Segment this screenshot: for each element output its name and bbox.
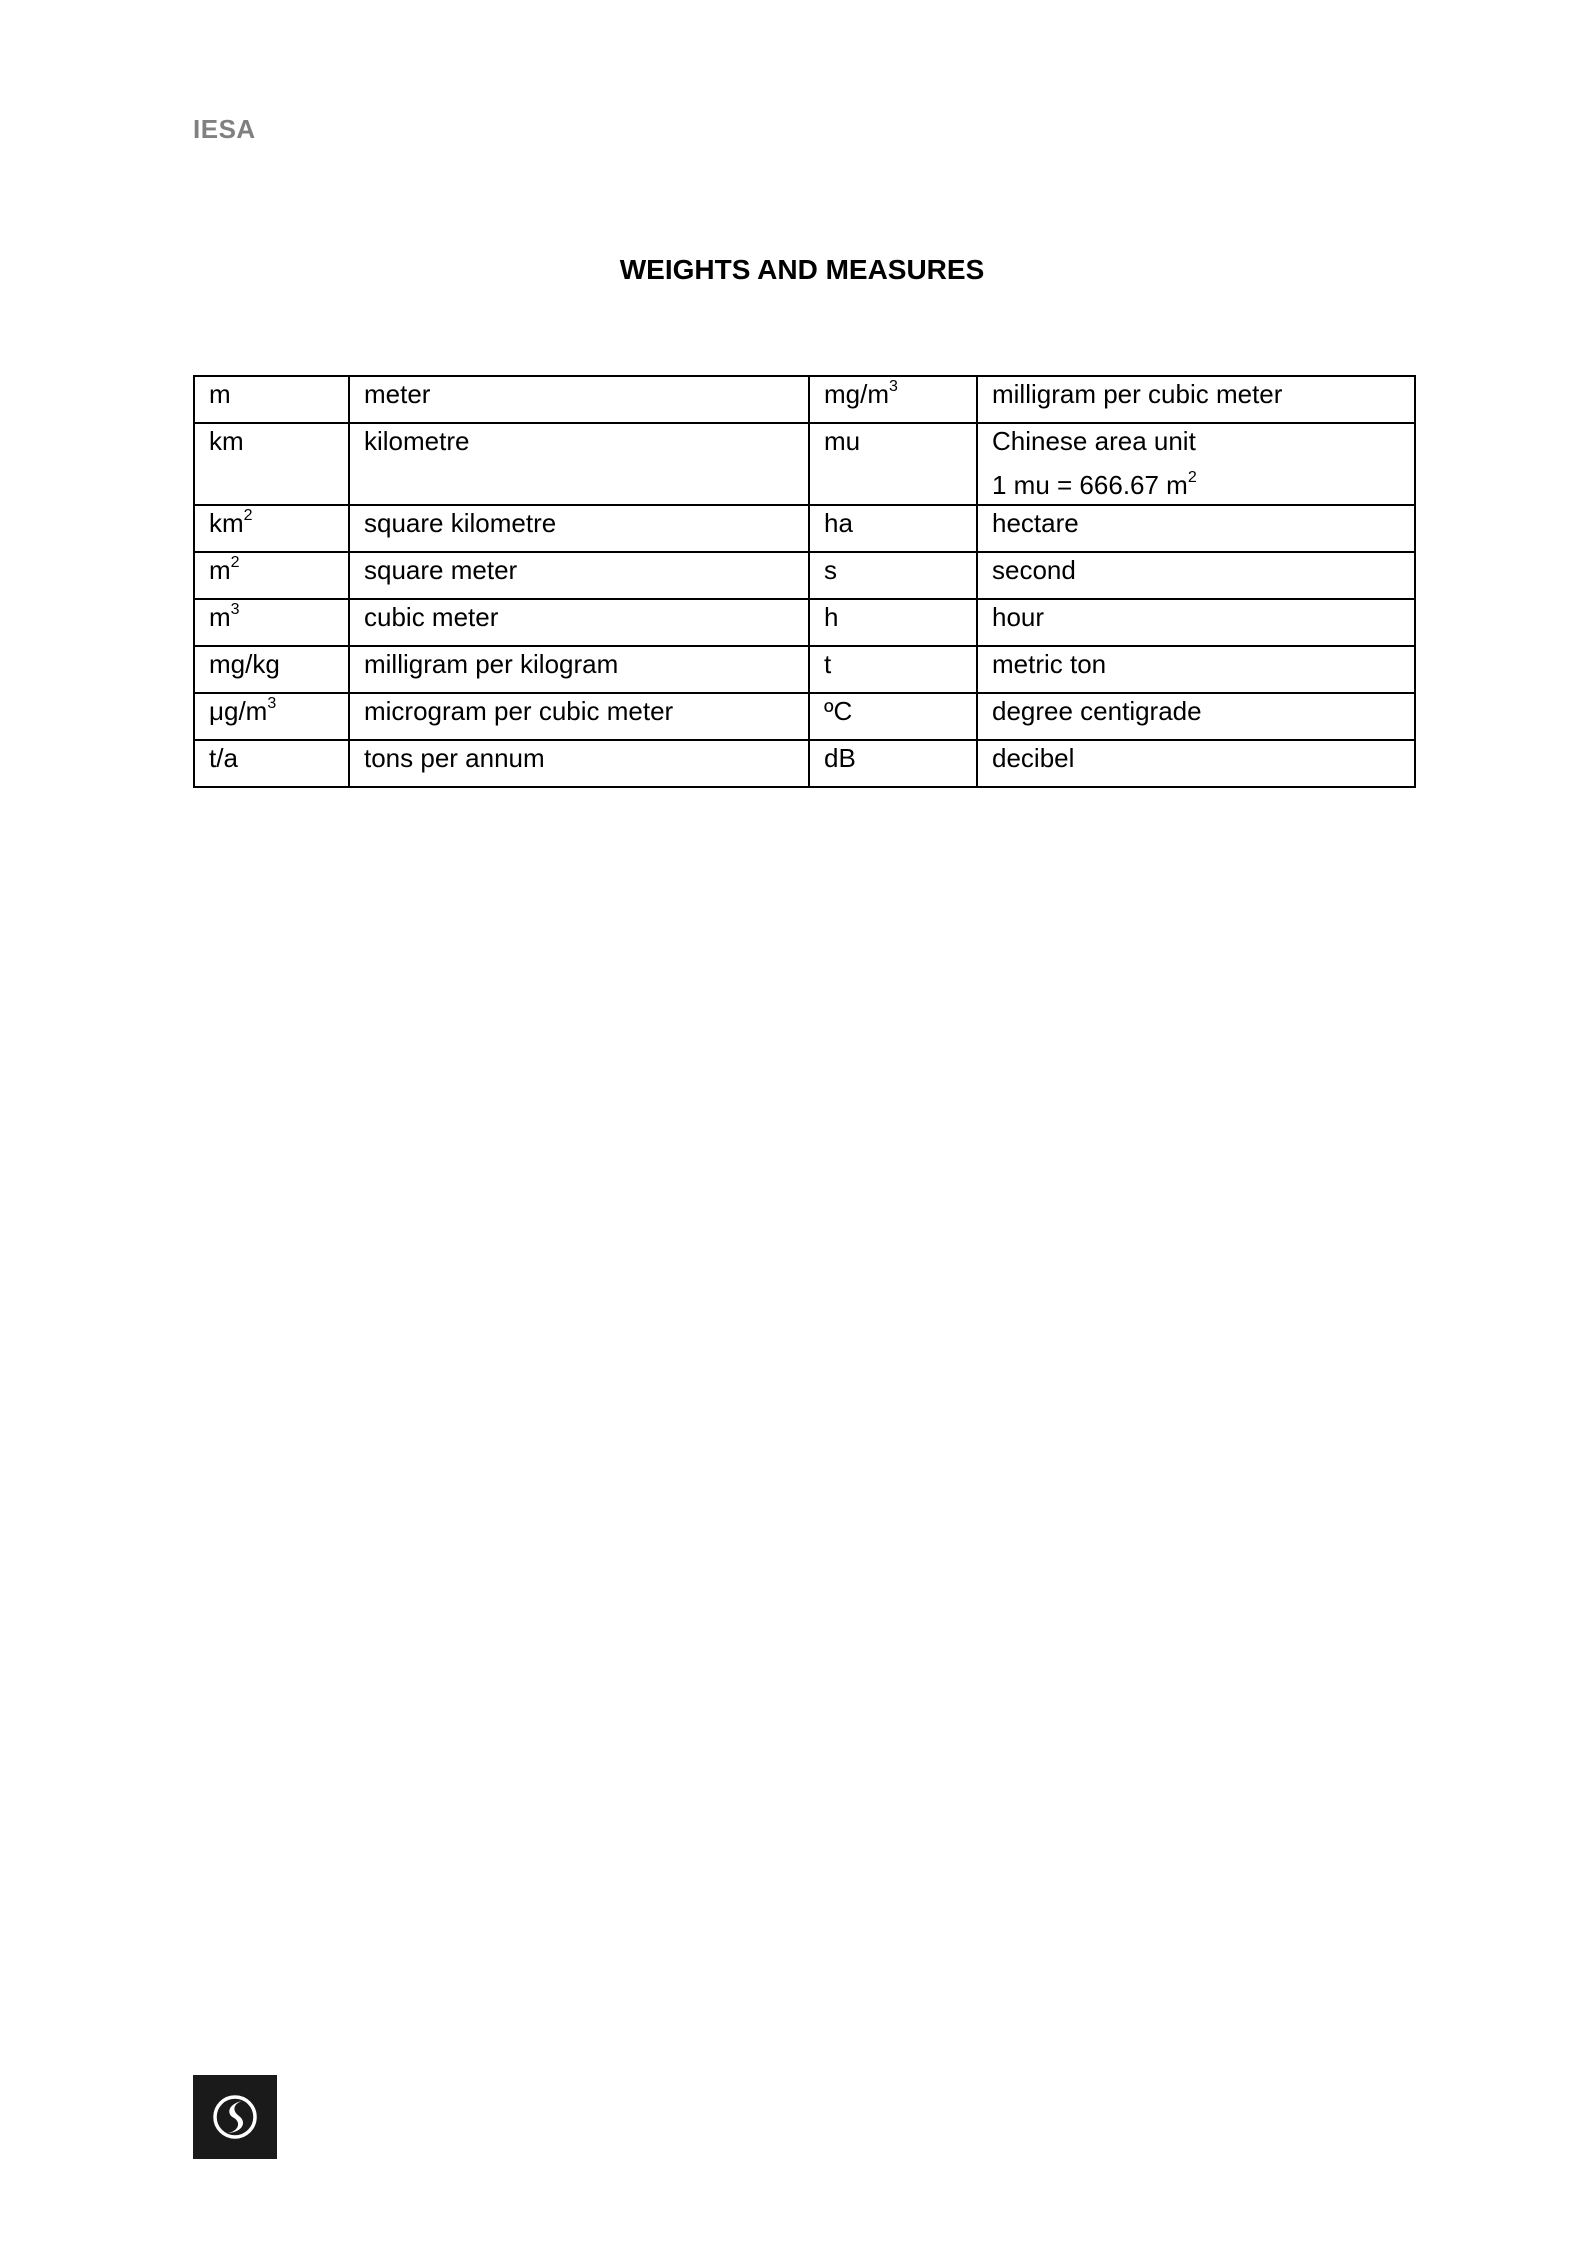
unit-abbreviation [194, 552, 349, 599]
table-row [194, 646, 1415, 693]
unit-description [977, 423, 1415, 505]
unit-abbreviation-base: t [824, 649, 832, 679]
unit-description: cubic meter [349, 599, 809, 646]
unit-abbreviation [194, 423, 349, 505]
table-row [194, 552, 1415, 599]
unit-abbreviation-base: t/a [209, 743, 238, 773]
unit-description: meter [349, 376, 809, 423]
unit-abbreviation-base: ºC [824, 696, 853, 726]
unit-abbreviation-base: km [209, 508, 244, 538]
unit-abbreviation [809, 740, 977, 787]
unit-abbreviation-base: m [209, 602, 231, 632]
unit-description [977, 505, 1415, 552]
unit-abbreviation-superscript: 2 [230, 554, 240, 572]
unit-abbreviation-base: mu [824, 426, 861, 456]
units-table [193, 375, 1416, 788]
page-title [0, 254, 1587, 286]
unit-description [977, 693, 1415, 740]
table-row [194, 693, 1415, 740]
unit-abbreviation [194, 505, 349, 552]
unit-description-text: second [992, 555, 1076, 585]
table-row [194, 505, 1415, 552]
unit-description [977, 552, 1415, 599]
company-logo-icon [210, 2092, 260, 2142]
unit-abbreviation-base: h [824, 602, 839, 632]
table-row [194, 423, 1415, 505]
unit-description-text: hectare [992, 508, 1079, 538]
unit-conversion-note-superscript: 2 [1187, 469, 1197, 487]
unit-description-text: metric ton [992, 649, 1107, 679]
table-row [194, 599, 1415, 646]
unit-description: square kilometre [349, 505, 809, 552]
unit-abbreviation-base: m [209, 379, 231, 409]
unit-abbreviation [809, 693, 977, 740]
unit-description: square meter [349, 552, 809, 599]
footer-logo [193, 2075, 277, 2159]
unit-description: kilometre [349, 423, 809, 505]
page-title-text: WEIGHTS AND MEASURES [619, 254, 985, 285]
units-table-body [194, 376, 1415, 787]
unit-description-text: milligram per cubic meter [992, 379, 1283, 409]
unit-abbreviation [809, 423, 977, 505]
unit-abbreviation-base: m [209, 555, 231, 585]
unit-description [977, 599, 1415, 646]
unit-abbreviation [194, 646, 349, 693]
unit-abbreviation-superscript: 2 [243, 507, 253, 525]
unit-description-text: Chinese area unit [992, 426, 1196, 456]
unit-abbreviation-base: mg/kg [209, 649, 280, 679]
unit-description [977, 646, 1415, 693]
unit-description [977, 376, 1415, 423]
unit-abbreviation [809, 552, 977, 599]
unit-description-text: decibel [992, 743, 1075, 773]
unit-description-text: degree centigrade [992, 696, 1202, 726]
table-row [194, 740, 1415, 787]
unit-abbreviation [809, 505, 977, 552]
unit-abbreviation [194, 740, 349, 787]
unit-abbreviation-base: ha [824, 508, 853, 538]
unit-abbreviation-superscript: 3 [267, 695, 277, 713]
unit-abbreviation [809, 646, 977, 693]
header-org-name: IESA [193, 114, 256, 144]
unit-description: tons per annum [349, 740, 809, 787]
unit-conversion-note-base: 1 mu = 666.67 m [992, 470, 1188, 500]
unit-abbreviation [194, 693, 349, 740]
table-row [194, 376, 1415, 423]
unit-abbreviation [809, 376, 977, 423]
unit-conversion-note [992, 470, 1402, 500]
unit-abbreviation-base: mg/m [824, 379, 889, 409]
unit-abbreviation-base: s [824, 555, 837, 585]
unit-abbreviation [194, 599, 349, 646]
unit-abbreviation-superscript: 3 [889, 378, 898, 396]
unit-description-text: hour [992, 602, 1045, 632]
unit-abbreviation-superscript: 3 [230, 601, 240, 619]
unit-abbreviation-base: km [209, 426, 244, 456]
unit-abbreviation [809, 599, 977, 646]
unit-abbreviation-base: μg/m [209, 696, 268, 726]
unit-description: microgram per cubic meter [349, 693, 809, 740]
unit-description [977, 740, 1415, 787]
unit-description: milligram per kilogram [349, 646, 809, 693]
unit-abbreviation [194, 376, 349, 423]
unit-abbreviation-base: dB [824, 743, 856, 773]
